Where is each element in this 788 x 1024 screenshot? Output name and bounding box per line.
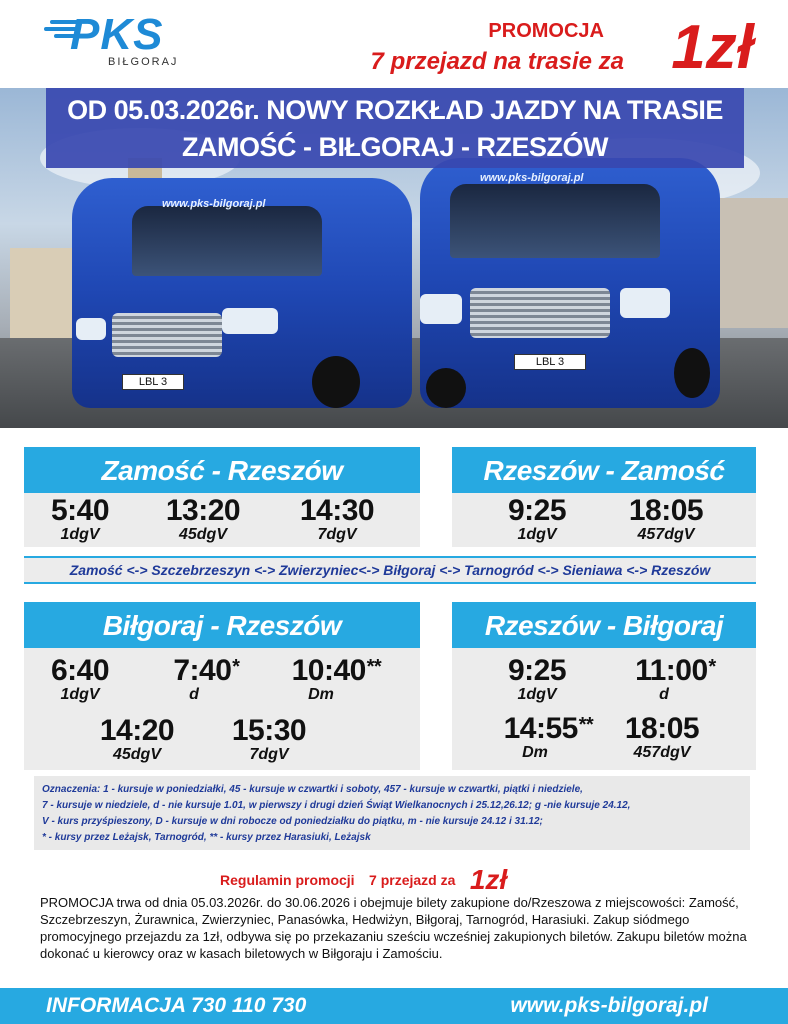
schedule-banner (46, 88, 744, 168)
departure (40, 496, 120, 544)
legend-box (34, 776, 750, 850)
legend-line: V - kurs przyśpieszony, D - kursuje w dni robocze od poniedziałku do piątku, m - nie kursuje 24.12 i 31.12; (42, 816, 543, 827)
promo-subtitle: 7 przejazd na trasie za (370, 48, 624, 75)
departure-note: 1dgV (517, 686, 557, 703)
plate-left: LBL 3 (122, 374, 184, 390)
departure-note: Dm (522, 744, 548, 761)
promotion-title-a: Regulamin promocji (220, 872, 355, 888)
departure-time: 7:40 (173, 654, 232, 687)
legend-line: 7 - kursuje w niedziele, d - nie kursuje 1.01, w pierwszy i drugi dzień Świąt Wielkanocnych i 25.12,26.12; g -nie kursuje 24.12, (42, 800, 631, 811)
departure (616, 496, 716, 544)
departure-note: 1dgV (60, 686, 100, 703)
departure-time: 10:40 (291, 654, 366, 687)
departure-time: 14:30 (299, 494, 375, 527)
bus-right (420, 158, 720, 408)
timetable-title: Rzeszów - Biłgoraj (452, 602, 756, 648)
legend-line: Oznaczenia: 1 - kursuje w poniedziałki, 45 - kursuje w czwartki i soboty, 457 - kursuje w czwartki, piątki i niedziele, (42, 784, 583, 795)
departure-note: 45dgV (178, 526, 227, 543)
departure-time: 14:20 (99, 714, 175, 747)
bus-url-left: www.pks-bilgoraj.pl (162, 198, 266, 210)
promotion-title-b: 7 przejazd za (369, 872, 456, 888)
timetable-title: Rzeszów - Zamość (452, 447, 756, 493)
departure-mark: ** (577, 714, 593, 736)
departure-note: d (189, 686, 199, 703)
departure-note: Dm (308, 686, 334, 703)
departure (292, 496, 382, 544)
plate-right: LBL 3 (514, 354, 586, 370)
logo-city: BIŁGORAJ (108, 56, 179, 68)
timetable-title: Zamość - Rzeszów (24, 447, 420, 493)
timetable-title: Biłgoraj - Rzeszów (24, 602, 420, 648)
hero-image (0, 88, 788, 428)
promo-title: PROMOCJA (488, 20, 604, 42)
departure-time: 15:30 (231, 714, 307, 747)
departure-note: 457dgV (633, 744, 691, 761)
departure (492, 656, 582, 704)
departure-time: 14:55 (503, 712, 578, 745)
departure-time: 13:20 (165, 494, 241, 527)
departure-note: 45dgV (112, 746, 161, 763)
departure (158, 496, 248, 544)
pks-logo[interactable] (40, 10, 200, 70)
departure-time: 18:05 (628, 494, 704, 527)
promo-price: 1zł (671, 13, 754, 82)
bus-left (72, 178, 412, 408)
promotion-title (220, 860, 508, 895)
departure (492, 714, 604, 762)
departure-note: d (659, 686, 669, 703)
departure-note: 7dgV (249, 746, 289, 763)
departure (92, 716, 182, 764)
promotion-text: PROMOCJA trwa od dnia 05.03.2026r. do 30.06.2026 i obejmuje bilety zakupione do/Rzeszowa z miejscowości: Zamość, Szczebrzeszyn, Żurawnica, Zwierzyniec, Panasówka, Hedwiżyn, Biłgoraj, Tarnogród, Harasiuki. Zakup siódmego promocyjnego przejazdu za 1zł, odbywa się po przekazaniu sześciu wcześniej zakupionych biletów. Zakupu biletów można dokonać u kierowcy oraz w kasach biletowych w Biłgoraju i Zamościu. (40, 895, 747, 961)
departure (276, 656, 396, 704)
website-link[interactable]: www.pks-bilgoraj.pl (510, 994, 708, 1017)
banner-line-2: ZAMOŚĆ - BIŁGORAJ - RZESZÓW (182, 132, 608, 162)
header (0, 0, 788, 88)
legend-line: * - kursy przez Leżajsk, Tarnogród, ** - kursy przez Harasiuki, Leżajsk (42, 832, 371, 843)
departure (40, 656, 120, 704)
departure (158, 656, 254, 704)
logo-text: PKS (70, 10, 164, 59)
departure-time: 18:05 (624, 712, 700, 745)
departure-mark: * (707, 656, 715, 678)
departure (620, 656, 730, 704)
departure-note: 1dgV (60, 526, 100, 543)
promotion-price: 1zł (469, 864, 508, 895)
departure-time: 5:40 (50, 494, 110, 527)
departure-mark: * (231, 656, 239, 678)
departure-time: 6:40 (50, 654, 110, 687)
departure-mark: ** (365, 656, 381, 678)
departure-note: 1dgV (517, 526, 557, 543)
departure (612, 714, 712, 762)
departure-time: 11:00 (635, 654, 708, 687)
departure-note: 7dgV (317, 526, 357, 543)
banner-line-1: OD 05.03.2026r. NOWY ROZKŁAD JAZDY NA TRASIE (67, 95, 723, 125)
departure-time: 9:25 (507, 494, 567, 527)
footer (0, 988, 788, 1024)
departure-time: 9:25 (507, 654, 567, 687)
info-phone[interactable]: INFORMACJA 730 110 730 (46, 994, 307, 1017)
departure-note: 457dgV (637, 526, 695, 543)
bus-url-right: www.pks-bilgoraj.pl (480, 172, 584, 184)
departure (224, 716, 314, 764)
route-stops: Zamość <-> Szczebrzeszyn <-> Zwierzyniec<-> Biłgoraj <-> Tarnogród <-> Sieniawa <-> Rzeszów (24, 556, 756, 584)
departure (492, 496, 582, 544)
